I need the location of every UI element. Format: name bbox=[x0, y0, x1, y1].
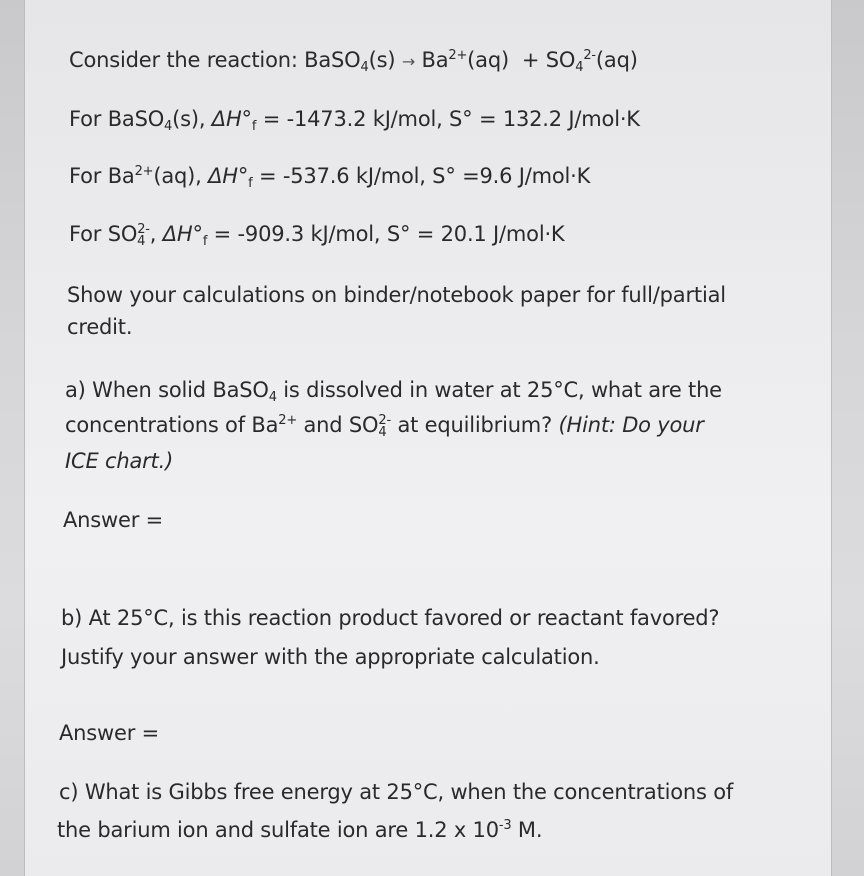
question-a-line-2: concentrations of $Ba^{2+}$ and $SO_4^{2-}$ at equilibrium? (Hint: Do your bbox=[65, 413, 704, 440]
baso4-thermo-data: For BaSO$_4$(s), $\Delta H^\circ_f = -1473.2$ kJ/mol, S° = 132.2 J/mol·K bbox=[69, 107, 640, 134]
reaction-arrow-icon: → bbox=[401, 52, 416, 71]
question-b-answer-label: Answer = bbox=[59, 721, 160, 745]
reaction-equation: Consider the reaction: BaSO$_4$(s) → $Ba^{2+}(aq) + SO_4^{2-}(aq)$ bbox=[69, 48, 638, 75]
question-b-line-2: Justify your answer with the appropriate calculation. bbox=[61, 645, 600, 669]
question-b-line-1: b) At 25°C, is this reaction product favored or reactant favored? bbox=[61, 606, 720, 630]
question-a-line-1: a) When solid BaSO$_4$ is dissolved in water at 25°C, what are the bbox=[65, 378, 722, 405]
question-a-answer-label: Answer = bbox=[63, 508, 164, 532]
instructions-line-2: credit. bbox=[67, 315, 133, 339]
question-a-line-3: ICE chart.) bbox=[65, 449, 174, 473]
question-c-line-2: the barium ion and sulfate ion are 1.2 x $10^{-3}$ M. bbox=[57, 818, 543, 842]
sulfate-ion-thermo-data: For $SO_4^{2-}$, $\Delta H^\circ_f = -909.3$ kJ/mol, S° = 20.1 J/mol·K bbox=[69, 222, 565, 249]
ba-ion-thermo-data: For $Ba^{2+}(aq)$, $\Delta H^\circ_f = -537.6$ kJ/mol, S° =9.6 J/mol·K bbox=[69, 164, 591, 191]
worksheet-page bbox=[24, 0, 832, 876]
question-c-line-1: c) What is Gibbs free energy at 25°C, when the concentrations of bbox=[59, 780, 734, 804]
instructions-line-1: Show your calculations on binder/notebook paper for full/partial bbox=[67, 283, 726, 307]
